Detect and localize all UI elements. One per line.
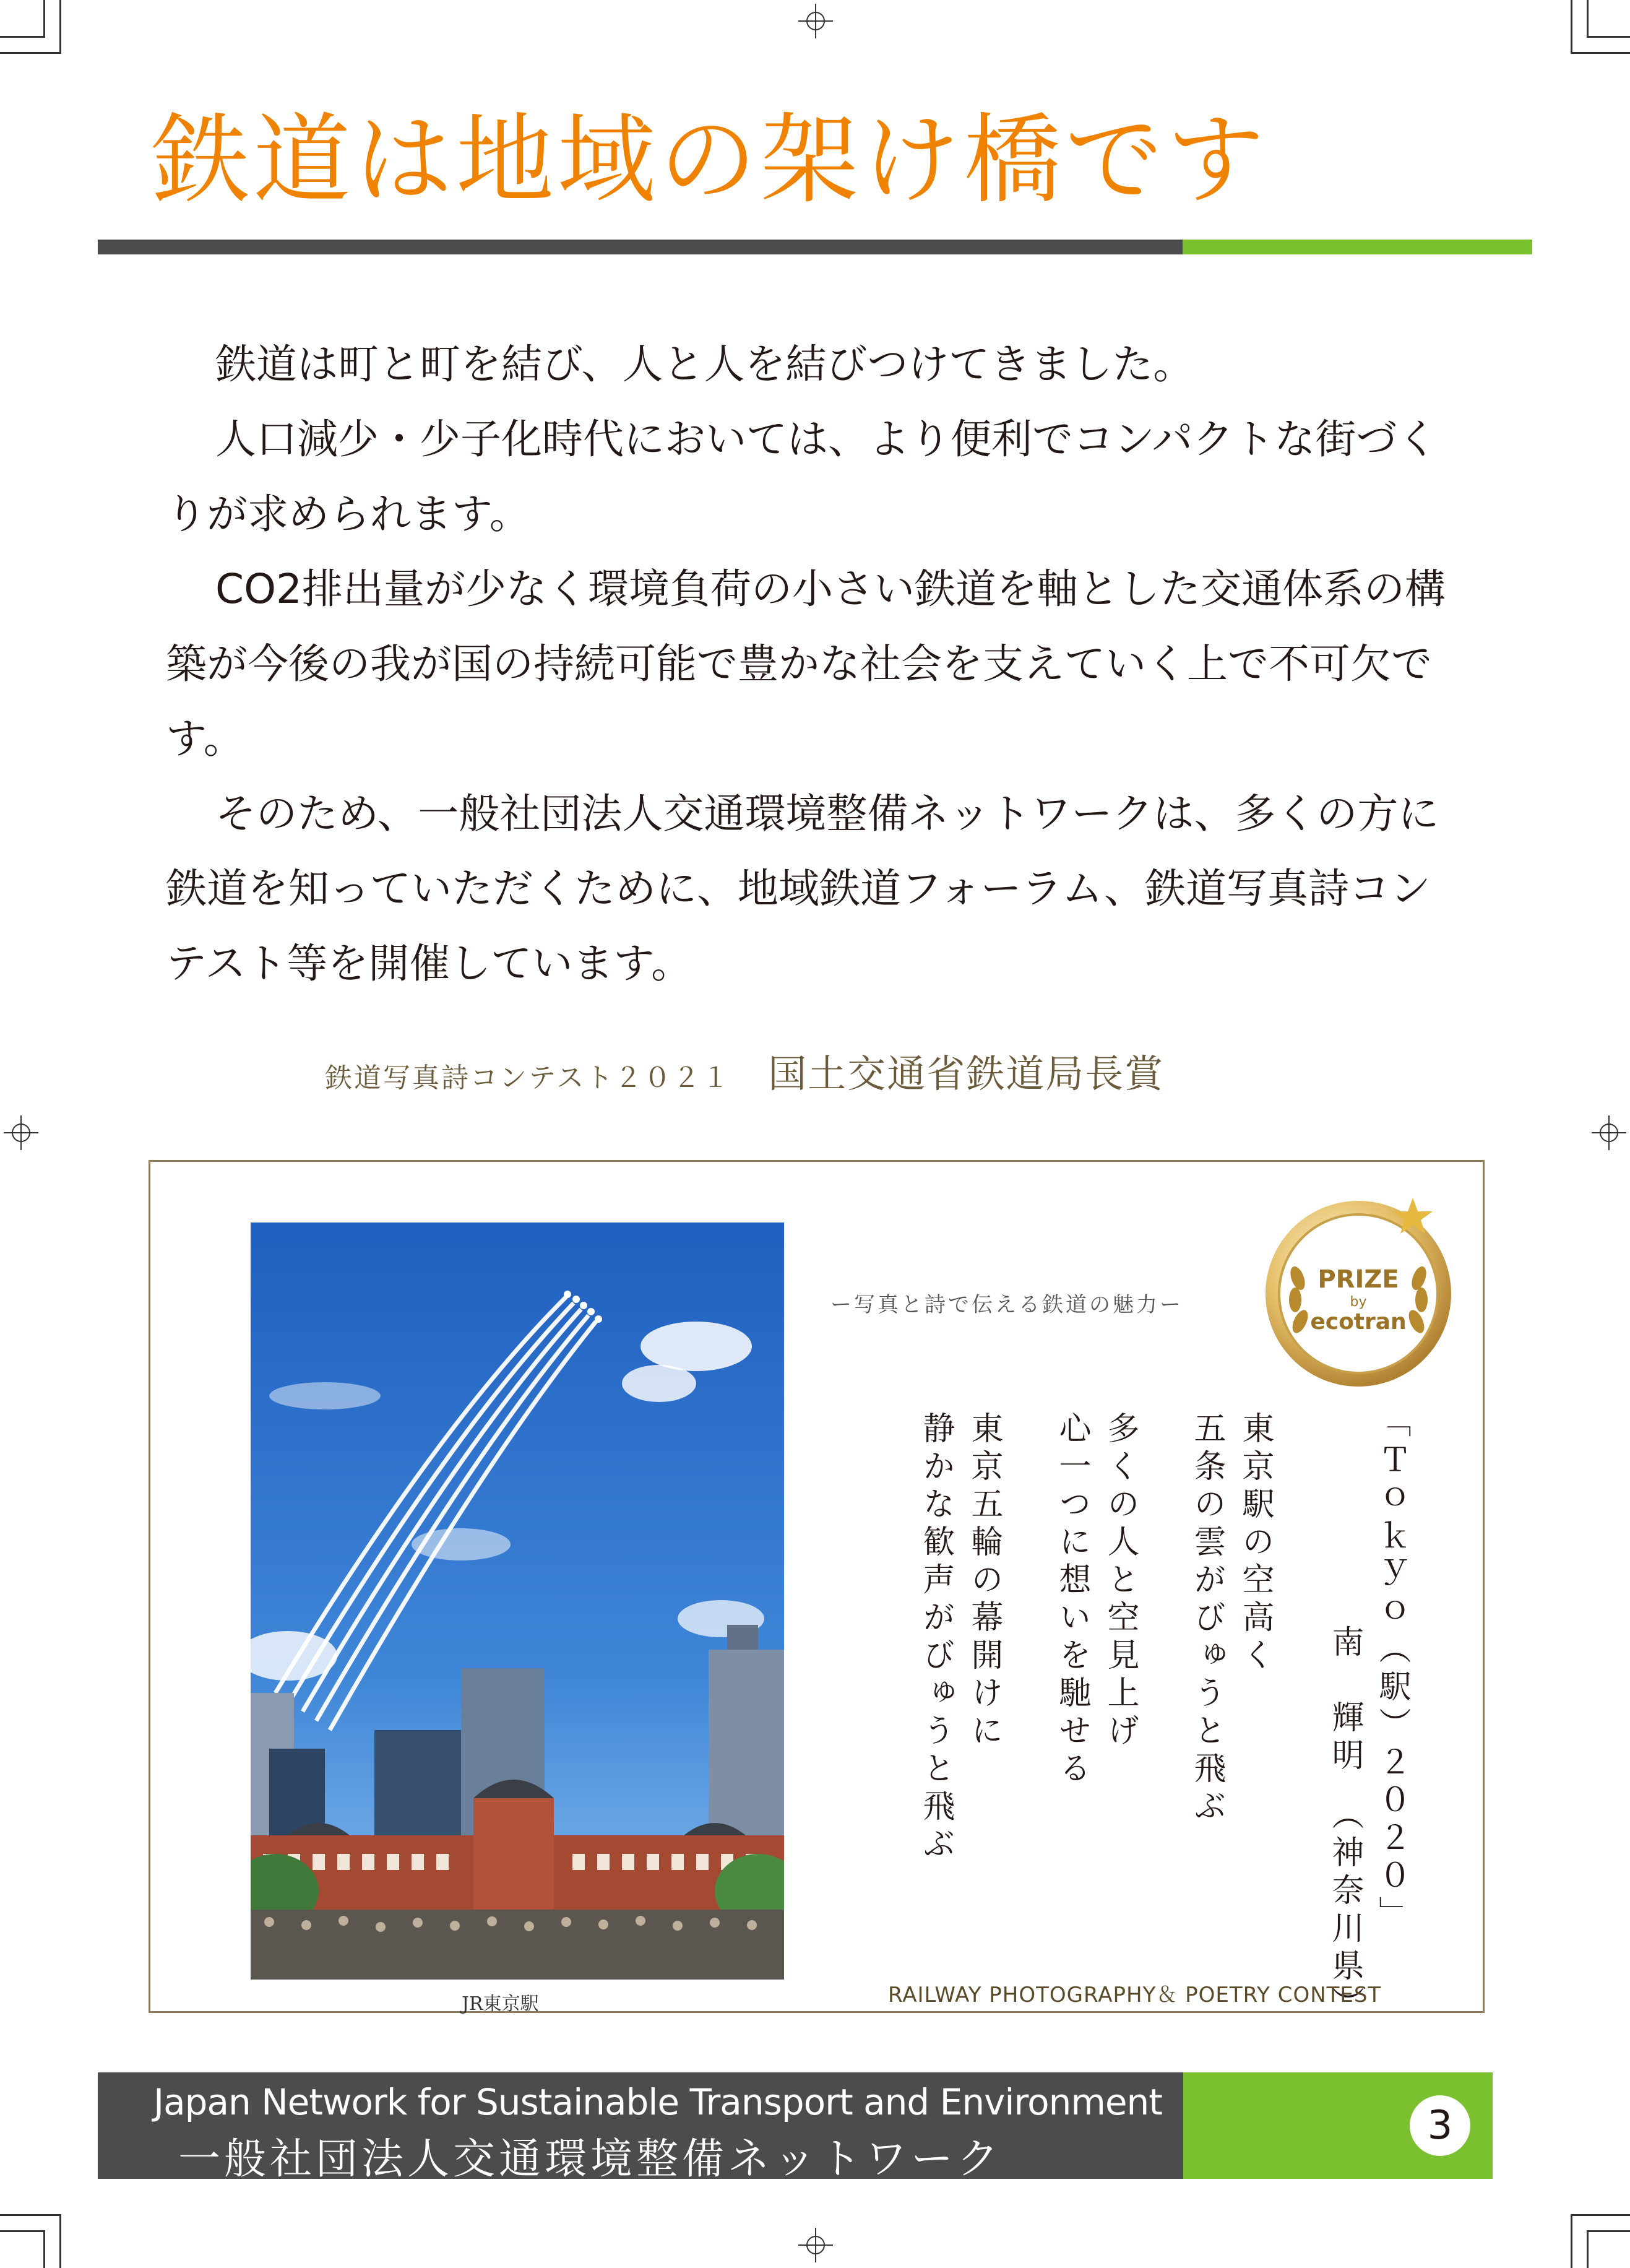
registration-mark-bottom (798, 2228, 833, 2262)
contest-name: 鉄道写真詩コンテスト２０２１ (325, 1062, 731, 1094)
crop-mark-bottom-left-outer (0, 2214, 61, 2268)
poem-line: 多くの人と空見上げ (1102, 1411, 1139, 1751)
page-title: 鉄道は地域の架け橋です (152, 103, 1268, 217)
poem-line: 東京駅の空高く (1236, 1411, 1274, 1676)
entry-tagline: ー写真と詩で伝える鉄道の魅力ー (830, 1292, 1183, 1317)
prize-name: 国土交通省鉄道局長賞 (768, 1051, 1165, 1096)
page-number: 3 (1410, 2095, 1470, 2156)
title-underline-green (1183, 240, 1532, 254)
intro-paragraph: 人口減少・少子化時代においては、より便利でコンパクトな街づくりが求められます。 (166, 415, 1438, 538)
prize-medal (1259, 1185, 1464, 1390)
photo-caption: JR東京駅 (462, 1993, 539, 2015)
poem-title: 「Ｔｏｋｙｏ（駅）２０２０」 (1373, 1405, 1410, 1934)
medal-text-by: by (1350, 1294, 1367, 1310)
intro-paragraph: CO2排出量が少なく環境負荷の小さい鉄道を軸とした交通体系の構築が今後の我が国の持続可能で豊かな社会を支えていく上で不可欠です。 (166, 565, 1446, 763)
medal-text-prize: PRIZE (1317, 1265, 1399, 1294)
poem-line: 東京五輪の幕開けに (965, 1411, 1003, 1751)
title-underline-dark (98, 240, 1183, 254)
award-caption (325, 1043, 1164, 1098)
org-name-japanese: 一般社団法人交通環境整備ネットワーク (178, 2135, 1003, 2184)
title-underline (98, 240, 1532, 254)
poem-line: 静かな歓声がびゅうと飛ぶ (917, 1411, 954, 1864)
registration-mark-left (4, 1115, 38, 1150)
crop-mark-bottom-right-outer (1571, 2214, 1630, 2268)
intro-text (166, 327, 1453, 1001)
poem-author: 南 輝明 （神奈川県） (1326, 1625, 1363, 2024)
tokyo-station-photo (251, 1223, 784, 1980)
medal-text-ecotran: ecotran (1310, 1309, 1407, 1335)
org-name-english: Japan Network for Sustainable Transport and Environment (153, 2081, 1163, 2123)
contest-english-name: RAILWAY PHOTOGRAPHY＆ POETRY CONTEST (888, 1983, 1382, 2007)
crop-mark-top-left-outer (0, 0, 61, 54)
intro-paragraph: 鉄道は町と町を結び、人と人を結びつけてきました。 (215, 340, 1194, 388)
footer-dark-section (98, 2072, 1183, 2184)
crop-mark-top-right-outer (1571, 0, 1630, 54)
footer-bar (98, 2072, 1493, 2184)
registration-mark-top (798, 4, 833, 38)
registration-mark-right (1592, 1115, 1626, 1150)
intro-paragraph: そのため、一般社団法人交通環境整備ネットワークは、多くの方に鉄道を知っていただくために、地域鉄道フォーラム、鉄道写真詩コンテスト等を開催しています。 (166, 790, 1439, 987)
poem-line: 心一つに想いを馳せる (1053, 1411, 1090, 1789)
poem-line: 五条の雲がびゅうと飛ぶ (1188, 1411, 1225, 1827)
